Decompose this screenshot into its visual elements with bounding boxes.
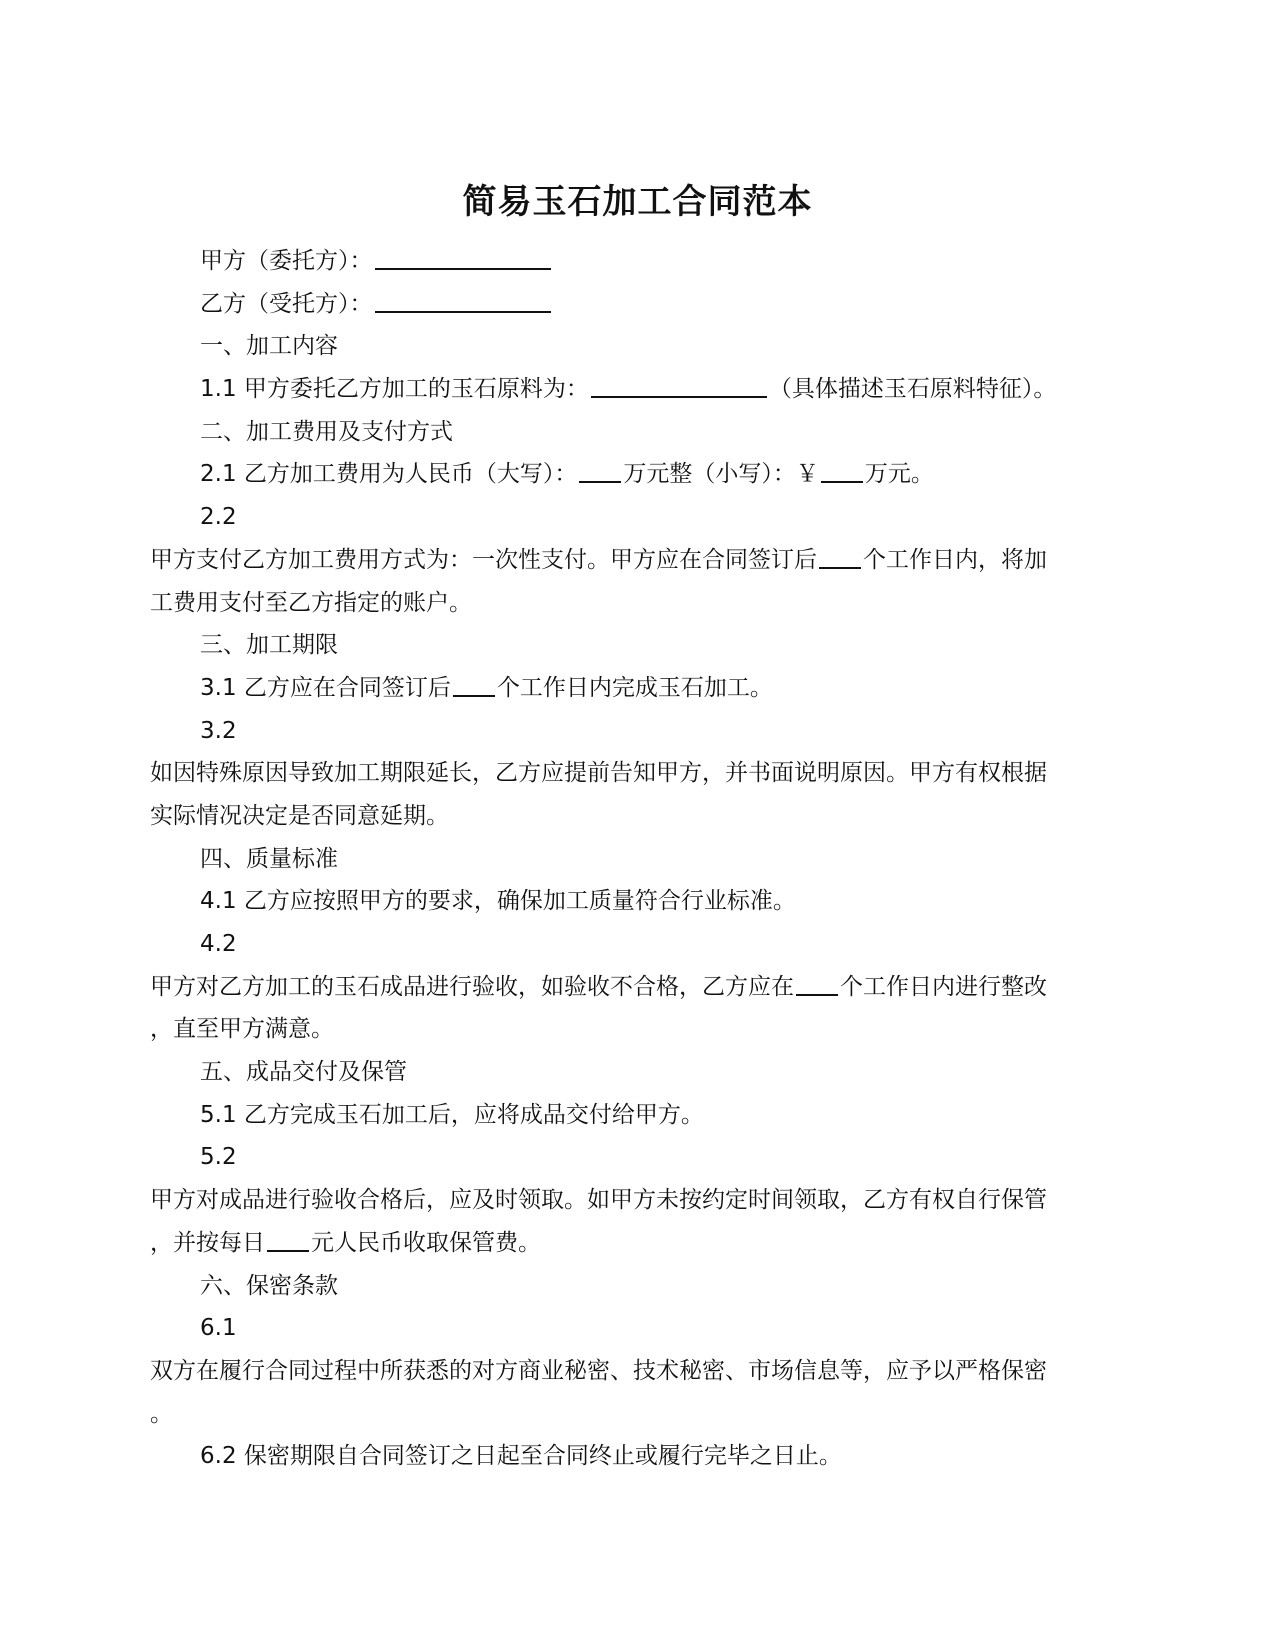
document-body	[150, 240, 1140, 1478]
clause-5-2-line2	[150, 1222, 1140, 1265]
clause-text: 个工作日内完成玉石加工。	[496, 674, 773, 701]
clause-text: 2.1 乙方加工费用为人民币（大写）：	[200, 461, 578, 488]
clause-6-1-line1: 双方在履行合同过程中所获悉的对方商业秘密、技术秘密、市场信息等，应予以严格保密	[150, 1357, 1047, 1384]
clause-text: 万元整（小写）：￥	[623, 461, 819, 488]
section-heading: 五、成品交付及保管	[200, 1059, 407, 1086]
days-blank	[796, 970, 838, 996]
clause-text: 3.1 乙方应在合同签订后	[200, 674, 451, 701]
clause-number: 5.2	[200, 1144, 237, 1171]
party-b-line	[150, 283, 1140, 326]
clause-6-1-line2: 。	[150, 1400, 173, 1427]
section-heading: 三、加工期限	[200, 632, 338, 659]
section-heading: 六、保密条款	[200, 1272, 338, 1299]
party-a-line	[150, 240, 1140, 283]
clause-2-1	[150, 453, 1140, 496]
section-heading: 一、加工内容	[200, 333, 338, 360]
section-heading: 二、加工费用及支付方式	[200, 418, 453, 445]
clause-6-2: 6.2 保密期限自合同签订之日起至合同终止或履行完毕之日止。	[200, 1443, 842, 1470]
clause-text: （具体描述玉石原料特征）。	[768, 376, 1057, 403]
amount-words-blank	[579, 457, 621, 483]
clause-1-1	[150, 368, 1140, 411]
clause-4-2-line1	[150, 966, 1140, 1009]
party-a-label: 甲方（委托方）：	[200, 248, 373, 274]
clause-number: 2.2	[200, 504, 237, 531]
fee-blank	[267, 1226, 309, 1252]
clause-2-2-line1	[150, 539, 1140, 582]
clause-5-2-line1: 甲方对成品进行验收合格后，应及时领取。如甲方未按约定时间领取，乙方有权自行保管	[150, 1187, 1047, 1214]
party-b-blank	[375, 287, 551, 313]
clause-3-1	[150, 667, 1140, 710]
days-blank	[819, 543, 861, 569]
party-a-blank	[375, 244, 551, 270]
clause-text: ，并按每日	[150, 1229, 265, 1256]
clause-text: 个工作日内，将加	[863, 546, 1047, 573]
clause-text: 元人民币收取保管费。	[311, 1229, 541, 1256]
document-title: 简易玉石加工合同范本	[462, 182, 813, 222]
clause-3-2-line1: 如因特殊原因导致加工期限延长，乙方应提前告知甲方，并书面说明原因。甲方有权根据	[150, 760, 1047, 787]
clause-text: 1.1 甲方委托乙方加工的玉石原料为：	[200, 376, 589, 403]
material-blank	[591, 372, 767, 398]
clause-number: 6.1	[200, 1315, 237, 1342]
clause-3-2-line2: 实际情况决定是否同意延期。	[150, 802, 449, 829]
party-b-label: 乙方（受托方）：	[200, 290, 373, 317]
clause-number: 3.2	[200, 717, 237, 744]
clause-4-1: 4.1 乙方应按照甲方的要求，确保加工质量符合行业标准。	[200, 888, 796, 915]
clause-4-2-line2: ，直至甲方满意。	[150, 1016, 334, 1043]
clause-2-2-line2: 工费用支付至乙方指定的账户。	[150, 589, 472, 616]
clause-text: 甲方支付乙方加工费用方式为：一次性支付。甲方应在合同签订后	[150, 546, 817, 573]
clause-5-1: 5.1 乙方完成玉石加工后，应将成品交付给甲方。	[200, 1101, 704, 1128]
days-blank	[453, 671, 495, 697]
clause-number: 4.2	[200, 931, 237, 957]
clause-text: 万元。	[864, 461, 934, 488]
section-heading: 四、质量标准	[200, 845, 338, 872]
clause-text: 甲方对乙方加工的玉石成品进行验收，如验收不合格，乙方应在	[150, 973, 794, 1000]
clause-text: 个工作日内进行整改	[840, 973, 1047, 1000]
amount-figures-blank	[821, 457, 863, 483]
